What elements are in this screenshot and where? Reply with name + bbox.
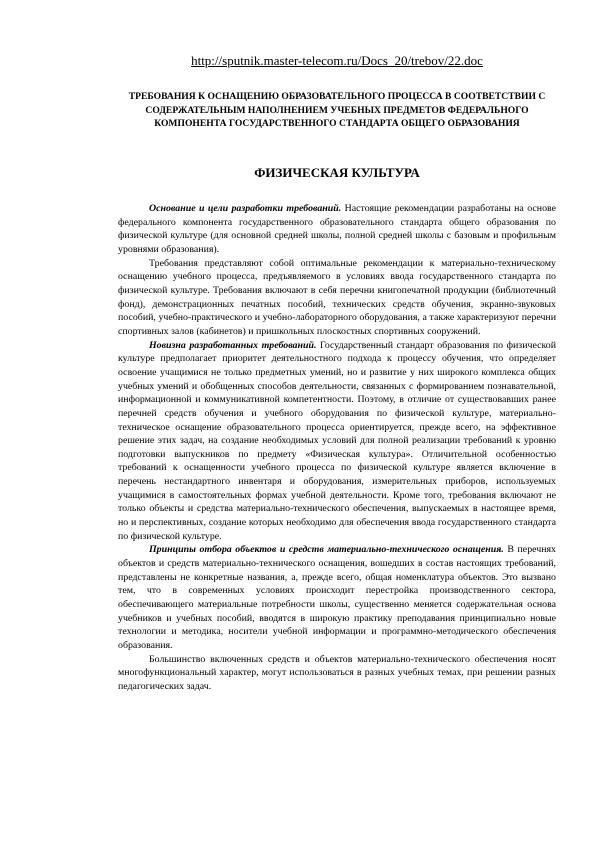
paragraph-novelty	[118, 339, 556, 544]
source-link[interactable]: http://sputnik.master-telecom.ru/Docs_20/trebov/22.doc	[191, 53, 483, 68]
paragraph-lead: Новизна разработанных требований.	[149, 339, 317, 351]
document-page	[118, 0, 556, 842]
paragraph-text: Настоящие рекомендации разработаны на основе федерального компонента государственного образовательного стандарта общего образования по физической культуре (для основной средней школы, полной средней школы с базовым и профильным уровнями образования).	[118, 203, 556, 255]
paragraph-basis	[118, 202, 556, 257]
paragraph-lead: Основание и цели разработки требований.	[149, 203, 342, 214]
document-body	[118, 202, 556, 694]
subject-title: ФИЗИЧЕСКАЯ КУЛЬТУРА	[254, 165, 420, 180]
paragraph-text: Большинство включенных средств и объектов материально-технического обеспечения носят многофункциональный характер, могут использоваться в разных учебных темах, при решении разных педагогических задач.	[118, 653, 556, 692]
paragraph-text: Государственный стандарт образования по физической культуре предполагает приоритет деятельностного подхода к процессу обучения, что определяет освоение учащимися не только предметных умений, но и развитие у них широкого комплекса общих учебных умений и обобщенных способов деятельности, связанных с формированием познавательной, информационной и коммуникативной компетентности. Поэтому, в отличие от существовавших ранее перечней средств обучения и учебного оборудования по физической культуре, материально-техническое оснащение образовательного процесса ориентируется, прежде всего, на эффективное решение этих задач, на создание необходимых условий для полной реализации требований к уровню подготовки выпускников по предмету «Физическая культура». Отличительной особенностью требований к оснащенности учебного процесса по физической культуре является включение в перечень нестандартного инвентаря и оборудования, измерительных приборов, используемых учащимися в самостоятельных формах учебной деятельности. Кроме того, требования включают не только объекты и средства материально-технического обеспечения, выпускаемых в настоящее время, но и перспективных, создание которых необходимо для обеспечения ввода государственного стандарта по физической культуре.	[118, 339, 556, 542]
paragraph-requirements	[118, 257, 556, 339]
paragraph-text: Требования представляют собой оптимальные рекомендации к материально-техническому оснащению учебного процесса, предъявляемого в условиях ввода государственного стандарта по физической культуре. Требования включают в себя перечни книгопечатной продукции (библиотечный фонд), демонстрационных печатных пособий, технических средств обучения, экранно-звуковых пособий, учебно-практического и учебно-лабораторного оборудования, а также характеризуют перечни спортивных залов (кабинетов) и пришкольных плоскостных спортивных сооружений.	[118, 257, 556, 337]
paragraph-lead: Принципы отбора объектов и средств материально-технического оснащения.	[149, 544, 504, 556]
paragraph-text: В перечнях объектов и средств материально-технического оснащения, вошедших в состав настоящих требований, представлены не конкретные названия, а, прежде всего, общая номенклатура объектов. Это вызвано тем, что в современных условиях происходит перестройка производственного сектора, обеспечивающего материальные потребности школы, существенно меняется содержательная основа учебников и учебных пособий, вводятся в широкую практику преподавания принципиально новые технологии и методика, носители учебной информации и программно-методического обеспечения образования.	[118, 544, 556, 651]
paragraph-multifunctional	[118, 653, 556, 694]
document-heading: ТРЕБОВАНИЯ К ОСНАЩЕНИЮ ОБРАЗОВАТЕЛЬНОГО ПРОЦЕССА В СООТВЕТСТВИИ С СОДЕРЖАТЕЛЬНЫМ НАПОЛНЕНИЕМ УЧЕБНЫХ ПРЕДМЕТОВ ФЕДЕРАЛЬНОГО КОМПОНЕНТА ГОСУДАРСТВЕННОГО СТАНДАРТА ОБЩЕГО ОБРАЗОВАНИЯ	[128, 91, 546, 129]
paragraph-principles	[118, 543, 556, 652]
